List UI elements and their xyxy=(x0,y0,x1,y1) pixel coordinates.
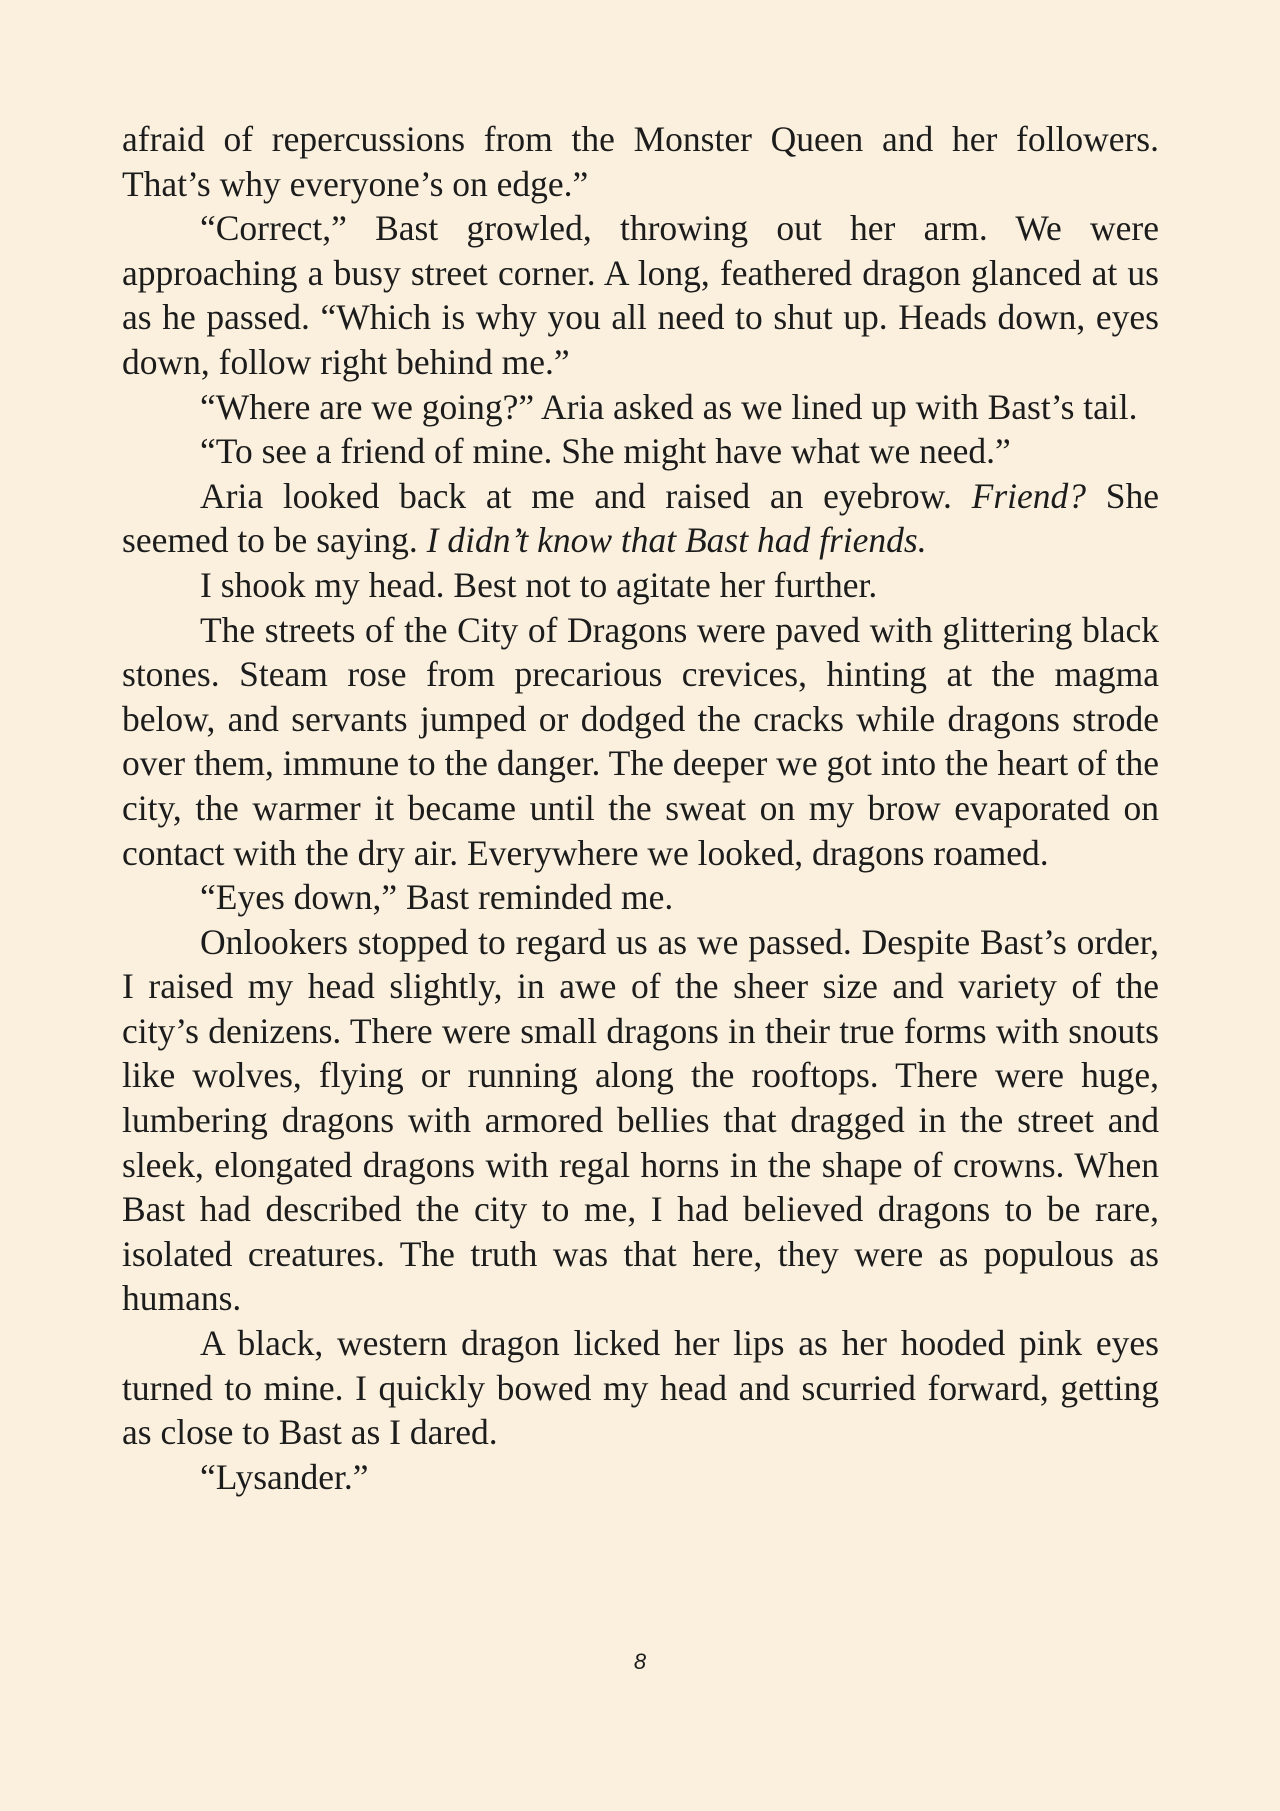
paragraph-9: Onlookers stopped to regard us as we passed. Despite Bast’s order, I raised my head slightly, in awe of the sheer size and variety of the city’s denizens. There were small dragons in their true forms with snouts like wolves, flying or running along the rooftops. There were huge, lumbering dragons with armored bellies that dragged in the street and sleek, elongated dragons with regal horns in the shape of crowns. When Bast had described the city to me, I had believed dragons to be rare, isolated creatures. The truth was that here, they were as populous as humans. xyxy=(122,921,1159,1319)
paragraph-5-text-middle: She seemed to be saying. xyxy=(122,475,1159,561)
paragraph-11: “Lysander.” xyxy=(200,1456,369,1497)
page-number: 8 xyxy=(633,1649,647,1674)
paragraph-5-text-start: Aria looked back at me and raised an eyebrow. xyxy=(200,475,972,516)
paragraph-4: “To see a friend of mine. She might have what we need.” xyxy=(200,431,1011,472)
paragraph-2: “Correct,” Bast growled, throwing out her arm. We were approaching a busy street corner. A long, feathered dragon glanced at us as he passed. “Which is why you all need to shut up. Heads down, eyes down, follow right behind me.” xyxy=(122,208,1159,382)
paragraph-5-italic-thought: I didn’t know that Bast had friends. xyxy=(426,520,927,561)
paragraph-5-italic-friend: Friend? xyxy=(971,475,1087,516)
paragraph-6: I shook my head. Best not to agitate her further. xyxy=(200,564,878,605)
paragraph-10: A black, western dragon licked her lips as her hooded pink eyes turned to mine. I quickly bowed my head and scurried forward, getting as close to Bast as I dared. xyxy=(122,1323,1159,1453)
paragraph-5 xyxy=(122,474,1159,563)
paragraph-7: The streets of the City of Dragons were paved with glittering black stones. Steam rose from precarious crevices, hinting at the magma below, and servants jumped or dodged the cracks while dragons strode over them, immune to the danger. The deeper we got into the heart of the city, the warmer it became until the sweat on my brow evaporated on contact with the dry air. Everywhere we looked, dragons roamed. xyxy=(122,609,1159,873)
page-body xyxy=(122,117,1159,1499)
paragraph-3: “Where are we going?” Aria asked as we lined up with Bast’s tail. xyxy=(200,386,1138,427)
paragraph-8: “Eyes down,” Bast reminded me. xyxy=(200,877,674,918)
paragraph-1: afraid of repercussions from the Monster Queen and her followers. That’s why everyone’s on edge.” xyxy=(122,119,1159,204)
